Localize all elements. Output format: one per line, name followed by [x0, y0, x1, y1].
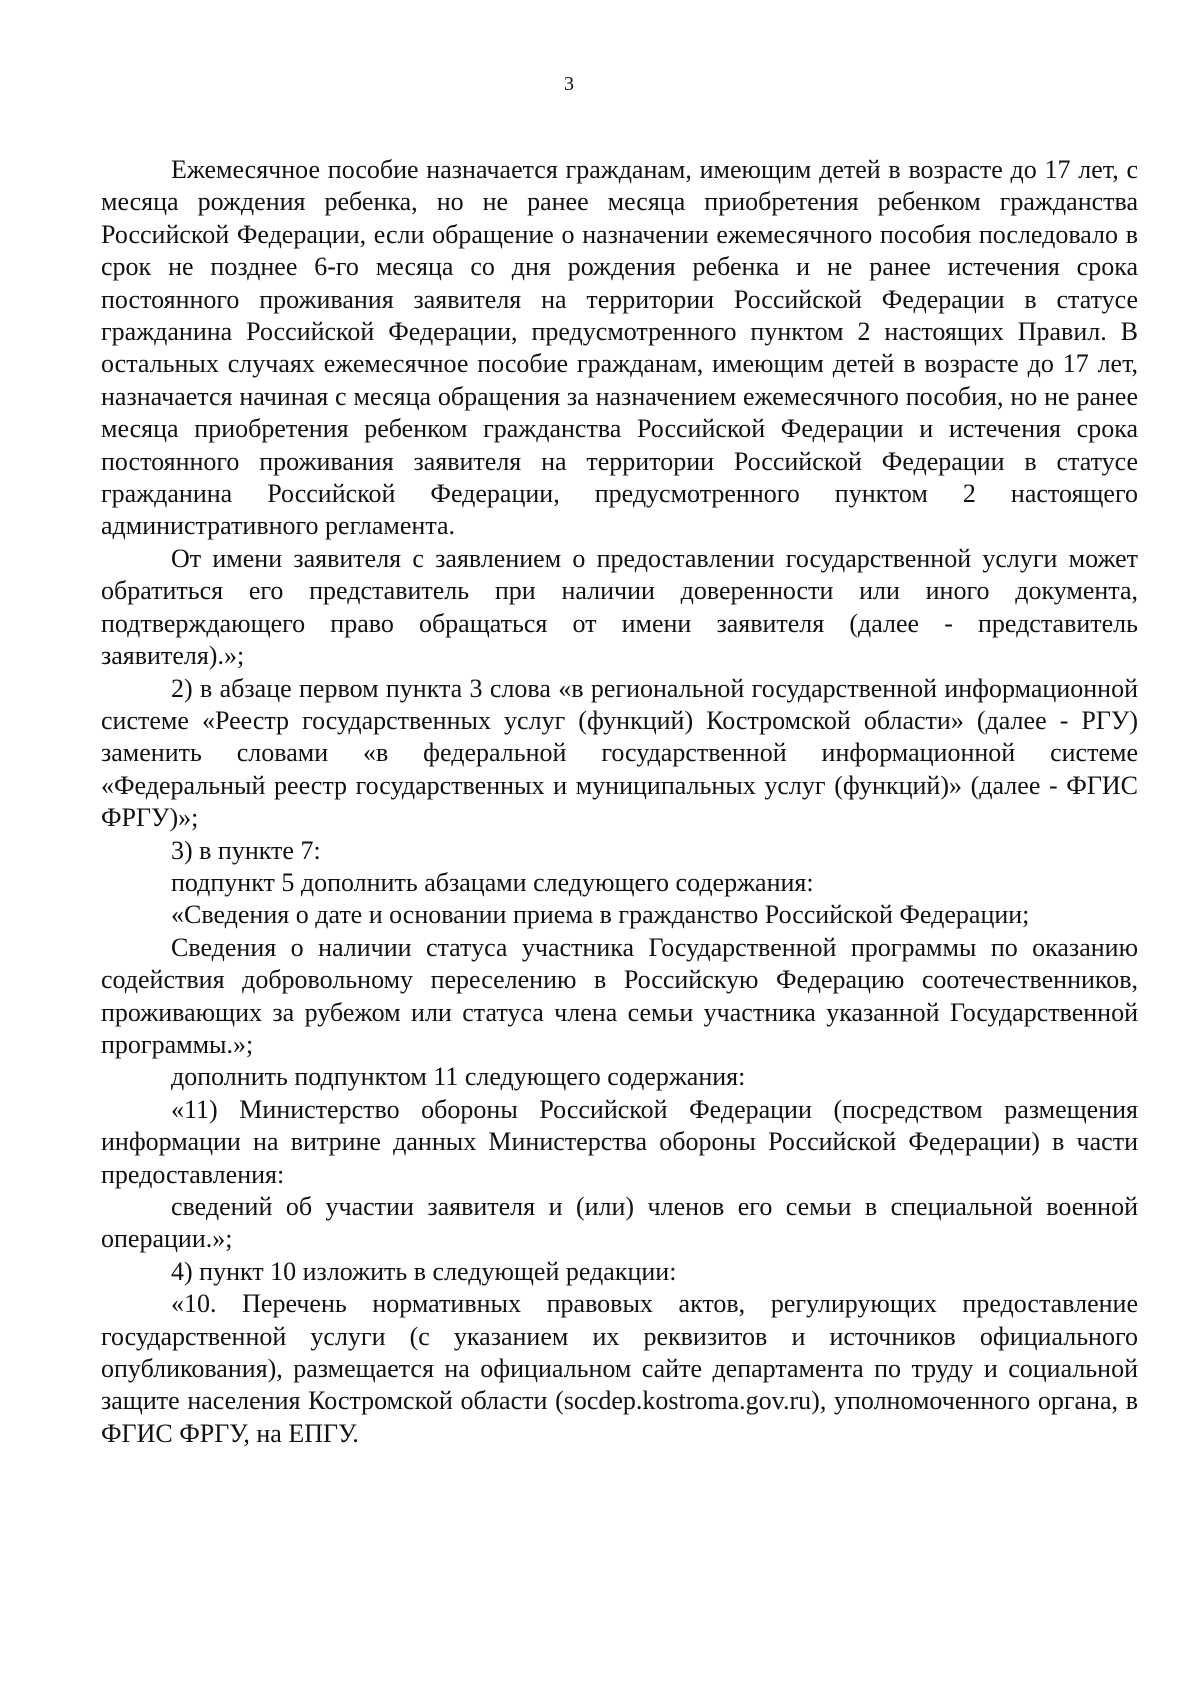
- paragraph-ministry-defense: «11) Министерство обороны Российской Федерации (посредством размещения информации на витрине данных Министерства обороны Российской Федерации) в части предоставления:: [101, 1094, 1138, 1189]
- paragraph-military-operation: сведений об участии заявителя и (или) членов его семьи в специальной военной операции.»;: [101, 1192, 1138, 1254]
- page-number: 3: [564, 73, 574, 95]
- paragraph-add-subitem-11: дополнить подпунктом 11 следующего содержания:: [171, 1062, 746, 1092]
- document-body: [101, 154, 1138, 1450]
- paragraph-item-4: 4) пункт 10 изложить в следующей редакции:: [171, 1256, 677, 1286]
- paragraph-citizenship-info: «Сведения о дате и основании приема в гражданство Российской Федерации;: [171, 900, 1030, 930]
- paragraph-representative: От имени заявителя с заявлением о предоставлении государственной услуги может обратиться его представитель при наличии доверенности или иного документа, подтверждающего право обращаться от имени заявителя (далее - представитель заявителя).»;: [101, 543, 1138, 671]
- paragraph-item-10-text: «10. Перечень нормативных правовых актов, регулирующих предоставление государственной услуги (с указанием их реквизитов и источников официального опубликования), размещается на официальном сайте департамента по труду и социальной защите населения Костромской области (socdep.kostroma.gov.ru), уполномоченного органа, в ФГИС ФРГУ, на ЕПГУ.: [101, 1289, 1138, 1448]
- paragraph-item-3: 3) в пункте 7:: [171, 835, 321, 865]
- paragraph-monthly-allowance: Ежемесячное пособие назначается гражданам, имеющим детей в возрасте до 17 лет, с месяца рождения ребенка, но не ранее месяца приобретения ребенком гражданства Российской Федерации, если обращение о назначении ежемесячного пособия последовало в срок не позднее 6-го месяца со дня рождения ребенка и не ранее истечения срока постоянного проживания заявителя на территории Российской Федерации в статусе гражданина Российской Федерации, предусмотренного пунктом 2 настоящих Правил. В остальных случаях ежемесячное пособие гражданам, имеющим детей в возрасте до 17 лет, назначается начиная с месяца обращения за назначением ежемесячного пособия, но не ранее месяца приобретения ребенком гражданства Российской Федерации и истечения срока постоянного проживания заявителя на территории Российской Федерации в статусе гражданина Российской Федерации, предусмотренного пунктом 2 настоящего административного регламента.: [101, 155, 1138, 541]
- paragraph-subitem-5: подпункт 5 дополнить абзацами следующего содержания:: [171, 867, 814, 897]
- paragraph-program-status: Сведения о наличии статуса участника Государственной программы по оказанию содействия добровольному переселению в Российскую Федерацию соотечественников, проживающих за рубежом или статуса члена семьи участника указанной Государственной программы.»;: [101, 932, 1138, 1059]
- paragraph-item-2: 2) в абзаце первом пункта 3 слова «в региональной государственной информационной системе «Реестр государственных услуг (функций) Костромской области» (далее - РГУ) заменить словами «в федеральной государственной информационной системе «Федеральный реестр государственных и муниципальных услуг (функций)» (далее - ФГИС ФРГУ)»;: [101, 673, 1138, 833]
